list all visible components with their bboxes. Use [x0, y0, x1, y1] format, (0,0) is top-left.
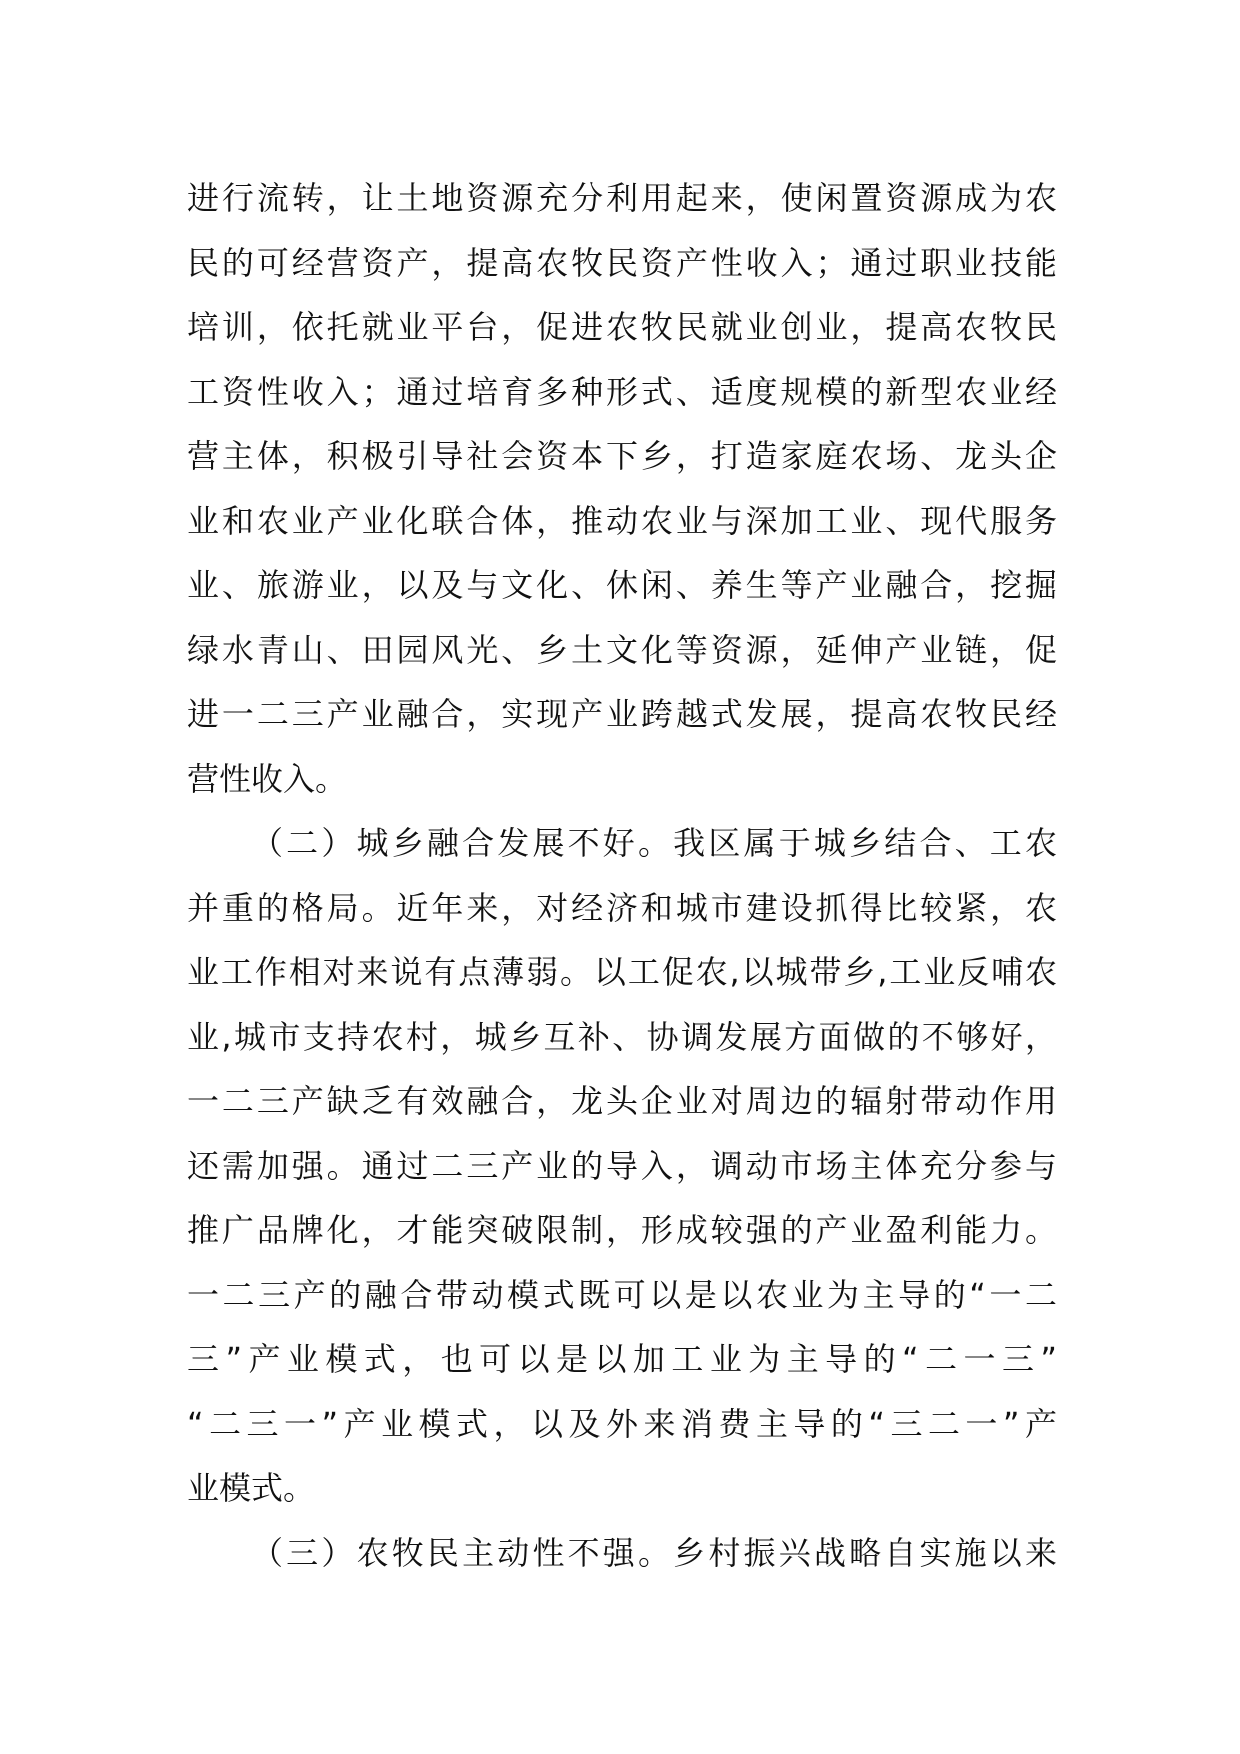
text-line: 进行流转，让土地资源充分利用起来，使闲置资源成为农 [187, 179, 1057, 217]
text-line: 营主体，积极引导社会资本下乡，打造家庭农场、龙头企 [187, 437, 1057, 475]
document-body [187, 166, 1057, 1585]
text-line: 进一二三产业融合，实现产业跨越式发展，提高农牧民经 [187, 695, 1057, 733]
text-line: （三）农牧民主动性不强。乡村振兴战略自实施以来 [251, 1533, 1057, 1572]
text-line: 三”产业模式，也可以是以加工业为主导的“二一三” [187, 1340, 1057, 1378]
text-line: （二）城乡融合发展不好。我区属于城乡结合、工农 [251, 824, 1057, 862]
text-line: 民的可经营资产，提高农牧民资产性收入；通过职业技能 [187, 243, 1057, 282]
text-line: 工资性收入；通过培育多种形式、适度规模的新型农业经 [187, 372, 1057, 411]
text-line: 推广品牌化，才能突破限制，形成较强的产业盈利能力。 [187, 1211, 1057, 1249]
paragraph [187, 1521, 1057, 1586]
text-line: 业工作相对来说有点薄弱。以工促农,以城带乡,工业反哺农 [187, 953, 1057, 991]
text-line: 业模式。 [187, 1469, 316, 1507]
text-line: 业、旅游业，以及与文化、休闲、养生等产业融合，挖掘 [187, 566, 1057, 604]
paragraph [187, 166, 1057, 811]
text-line: 营性收入。 [187, 759, 348, 798]
text-line: 一二三产缺乏有效融合，龙头企业对周边的辐射带动作用 [187, 1082, 1057, 1120]
text-line: 业和农业产业化联合体，推动农业与深加工业、现代服务 [187, 501, 1057, 540]
text-line: 一二三产的融合带动模式既可以是以农业为主导的“一二 [187, 1275, 1057, 1314]
text-line: 业,城市支持农村，城乡互补、协调发展方面做的不够好， [187, 1017, 1057, 1056]
text-line: 并重的格局。近年来，对经济和城市建设抓得比较紧，农 [187, 888, 1057, 927]
text-line: “二三一”产业模式，以及外来消费主导的“三二一”产 [187, 1404, 1057, 1443]
text-line: 还需加强。通过二三产业的导入，调动市场主体充分参与 [187, 1146, 1057, 1185]
text-line: 绿水青山、田园风光、乡土文化等资源，延伸产业链，促 [187, 630, 1057, 669]
text-line: 培训，依托就业平台，促进农牧民就业创业，提高农牧民 [187, 308, 1057, 346]
paragraph [187, 811, 1057, 1521]
